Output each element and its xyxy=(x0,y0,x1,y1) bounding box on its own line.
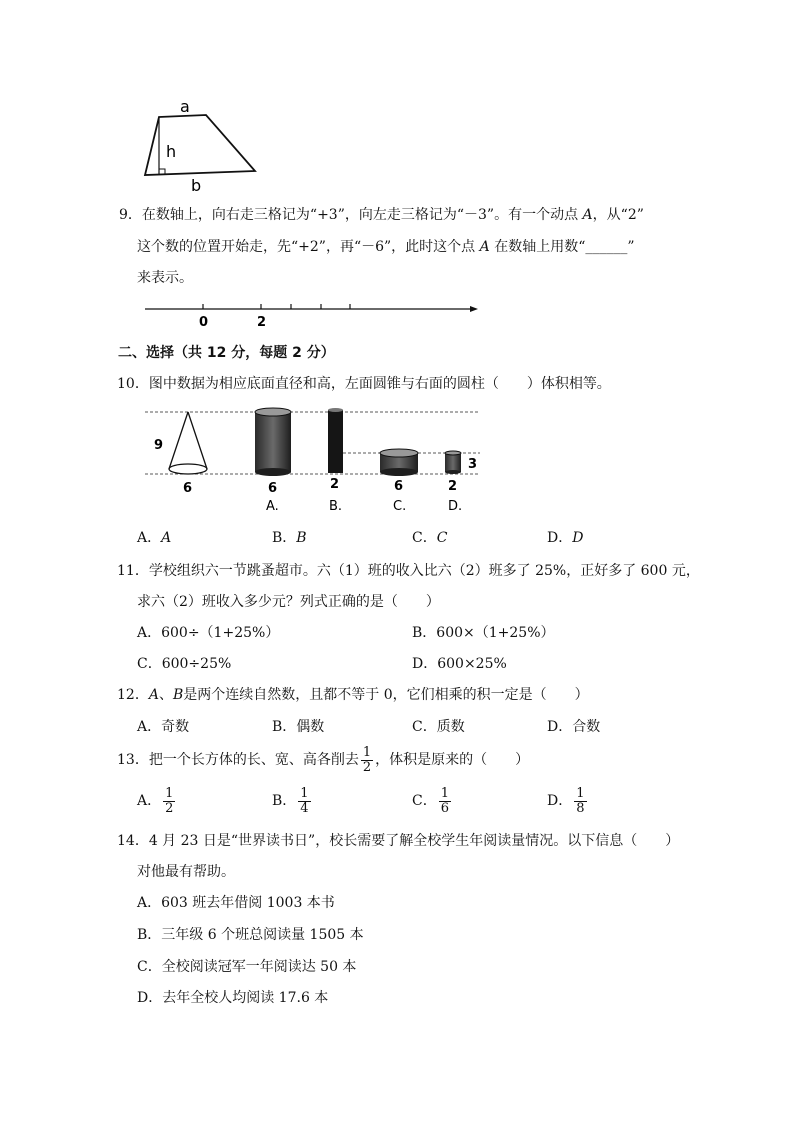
q14-line2: 对他最有帮助。 xyxy=(137,864,235,880)
cyl-a-letter: A. xyxy=(266,499,279,514)
q11-option-d[interactable]: D．600×25% xyxy=(412,656,507,672)
trapezoid-top-label: a xyxy=(180,97,190,116)
trapezoid-bottom-label: b xyxy=(191,176,202,195)
q12-option-d[interactable]: D．合数 xyxy=(547,719,601,735)
q10-option-b[interactable]: B．B xyxy=(272,530,307,546)
q13-option-b[interactable]: B． $\frac{1}{4}$ xyxy=(272,785,309,816)
q9-var-a: A xyxy=(582,207,593,223)
q14-option-b[interactable]: B．三年级 6 个班总阅读量 1505 本 xyxy=(137,927,364,943)
q14-option-a[interactable]: A．603 班去年借阅 1003 本书 xyxy=(137,895,335,911)
cylinder-d-shape xyxy=(445,451,461,474)
q12-option-b[interactable]: B．偶数 xyxy=(272,719,325,735)
cyl-d-letter: D. xyxy=(448,499,463,514)
q12-option-a[interactable]: A．奇数 xyxy=(137,719,190,735)
q9-var-a-2: A xyxy=(479,239,490,255)
q10-option-d[interactable]: D．D xyxy=(547,530,584,546)
q11-line2: 求六（2）班收入多少元？列式正确的是（ ） xyxy=(137,594,440,610)
q10-option-c[interactable]: C．C xyxy=(412,530,448,546)
q12-stem: 12．A、B是两个连续自然数，且都不等于 0，它们相乘的积一定是（ ） xyxy=(117,687,589,703)
cyl-c-letter: C. xyxy=(393,499,407,514)
short-height-label: 3 xyxy=(468,457,478,472)
q12-option-c[interactable]: C．质数 xyxy=(412,719,465,735)
q13-fraction: $\frac{1}{2}$ xyxy=(362,744,372,775)
cone-height-label: 9 xyxy=(154,438,164,453)
q11-option-c[interactable]: C．600÷25% xyxy=(137,656,232,672)
q14-option-d[interactable]: D．去年全校人均阅读 17.6 本 xyxy=(137,990,329,1006)
cone-diam-label: 6 xyxy=(183,481,193,496)
cyl-d-diam-label: 2 xyxy=(448,479,458,494)
q9-line3: 来表示。 xyxy=(137,270,193,286)
cyl-c-diam-label: 6 xyxy=(394,479,404,494)
number-line xyxy=(140,298,485,332)
cylinder-a-shape xyxy=(255,408,291,476)
q10-stem: 10．图中数据为相应底面直径和高，左面圆锥与右面的圆柱（ ）体积相等。 xyxy=(117,376,611,392)
cyl-b-letter: B. xyxy=(329,499,343,514)
q13-stem: 13．把一个长方体的长、宽、高各削去 $\frac{1}{2}$ ，体积是原来的（ ） xyxy=(117,744,530,775)
q10-option-a[interactable]: A．A xyxy=(137,530,172,546)
cyl-b-diam-label: 2 xyxy=(330,477,340,492)
section2-title: 二、选择（共 12 分，每题 2 分） xyxy=(118,345,335,361)
trapezoid-figure xyxy=(140,95,270,195)
q13-option-a[interactable]: A． $\frac{1}{2}$ xyxy=(137,785,174,816)
q11-option-b[interactable]: B．600×（1+25%） xyxy=(412,625,555,641)
q9-line1: 9．在数轴上，向右走三格记为“+3”，向左走三格记为“－3”。有一个动点 A，从“2” xyxy=(119,207,644,223)
q11-line1: 11．学校组织六一节跳蚤超市。六（1）班的收入比六（2）班多了 25%，正好多了 600 元， xyxy=(117,563,700,579)
q9-line2: 这个数的位置开始走，先“+2”，再“－6”，此时这个点 A 在数轴上用数“______” xyxy=(137,239,635,255)
q10-figure xyxy=(140,398,490,520)
q14-option-c[interactable]: C．全校阅读冠军一年阅读达 50 本 xyxy=(137,959,357,975)
q14-line1: 14．4 月 23 日是“世界读书日”，校长需要了解全校学生年阅读量情况。以下信息（ ） xyxy=(117,833,680,849)
cylinder-c-shape xyxy=(380,449,418,476)
q13-option-d[interactable]: D． $\frac{1}{8}$ xyxy=(547,785,585,816)
cone-shape xyxy=(169,412,207,474)
cyl-a-diam-label: 6 xyxy=(268,481,278,496)
trapezoid-height-label: h xyxy=(166,142,177,161)
q11-option-a[interactable]: A．600÷（1+25%） xyxy=(137,625,280,641)
axis-label-2: 2 xyxy=(257,315,267,330)
q13-option-c[interactable]: C． $\frac{1}{6}$ xyxy=(412,785,449,816)
cylinder-b-shape xyxy=(328,408,343,473)
axis-label-0: 0 xyxy=(199,315,209,330)
